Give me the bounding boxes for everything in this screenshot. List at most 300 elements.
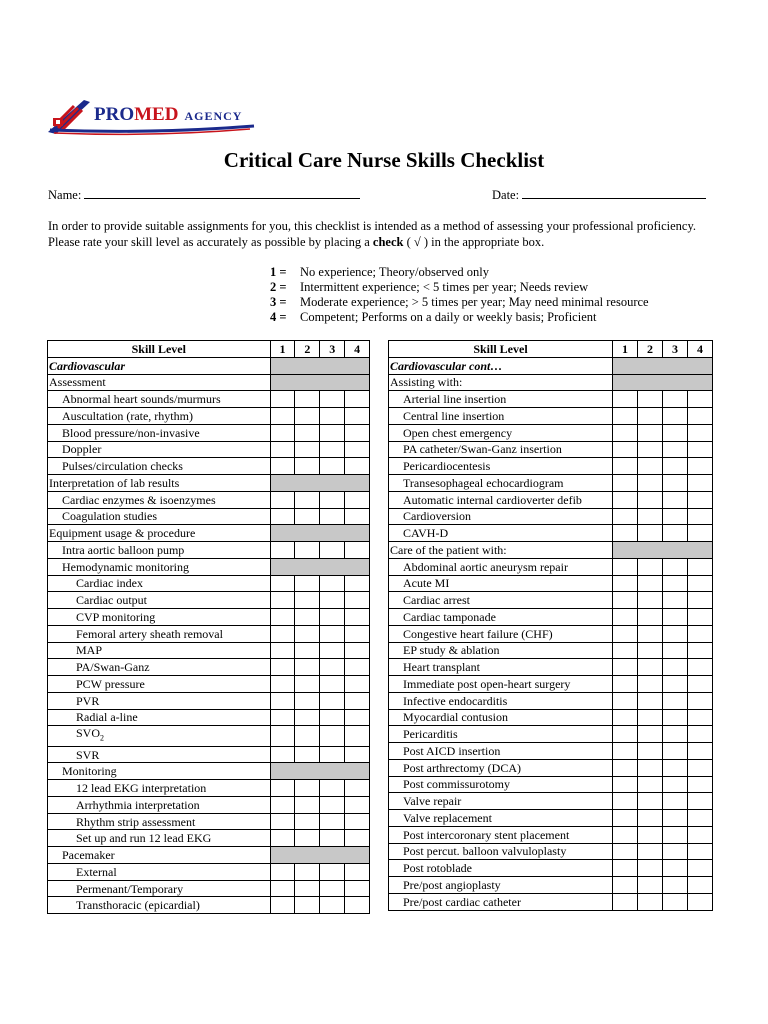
skill-row (389, 491, 713, 508)
rating-checkbox[interactable] (270, 796, 295, 813)
rating-checkbox[interactable] (688, 776, 713, 793)
shaded-cell (613, 357, 713, 374)
skill-row (48, 424, 370, 441)
rating-checkbox[interactable] (320, 609, 345, 626)
rating-checkbox[interactable] (638, 743, 663, 760)
rating-checkbox[interactable] (345, 746, 370, 763)
rating-checkbox[interactable] (688, 525, 713, 542)
section-label: Monitoring (48, 763, 271, 780)
rating-checkbox[interactable] (663, 575, 688, 592)
rating-checkbox[interactable] (270, 726, 295, 746)
rating-checkbox[interactable] (638, 793, 663, 810)
rating-checkbox[interactable] (320, 780, 345, 797)
rating-checkbox[interactable] (688, 609, 713, 626)
rating-checkbox[interactable] (613, 726, 638, 743)
skill-label: Valve replacement (389, 810, 613, 827)
rating-checkbox[interactable] (345, 391, 370, 408)
rating-checkbox[interactable] (270, 391, 295, 408)
rating-checkbox[interactable] (320, 642, 345, 659)
rating-checkbox[interactable] (638, 558, 663, 575)
rating-checkbox[interactable] (663, 826, 688, 843)
section-row (389, 542, 713, 559)
rating-checkbox[interactable] (688, 424, 713, 441)
rating-checkbox[interactable] (663, 609, 688, 626)
rating-checkbox[interactable] (345, 676, 370, 693)
shaded-cell (613, 374, 713, 391)
rating-checkbox[interactable] (638, 441, 663, 458)
rating-checkbox[interactable] (320, 458, 345, 475)
skill-label: External (48, 863, 271, 880)
rating-checkbox[interactable] (345, 880, 370, 897)
skill-row (389, 743, 713, 760)
rating-checkbox[interactable] (270, 863, 295, 880)
rating-checkbox[interactable] (320, 441, 345, 458)
rating-checkbox[interactable] (613, 826, 638, 843)
skill-label: Post arthrectomy (DCA) (389, 759, 613, 776)
rating-checkbox[interactable] (295, 575, 320, 592)
section-row (48, 558, 370, 575)
rating-checkbox[interactable] (320, 863, 345, 880)
skill-label: Congestive heart failure (CHF) (389, 625, 613, 642)
skill-row (48, 642, 370, 659)
rating-checkbox[interactable] (320, 575, 345, 592)
rating-checkbox[interactable] (688, 860, 713, 877)
rating-checkbox[interactable] (345, 796, 370, 813)
rating-checkbox[interactable] (270, 659, 295, 676)
skill-label: Cardiac arrest (389, 592, 613, 609)
rating-checkbox[interactable] (295, 692, 320, 709)
rating-checkbox[interactable] (613, 491, 638, 508)
rating-checkbox[interactable] (663, 424, 688, 441)
rating-checkbox[interactable] (688, 843, 713, 860)
rating-checkbox[interactable] (688, 592, 713, 609)
rating-checkbox[interactable] (295, 592, 320, 609)
rating-checkbox[interactable] (345, 659, 370, 676)
skill-label: Permenant/Temporary (48, 880, 271, 897)
rating-checkbox[interactable] (320, 830, 345, 847)
rating-checkbox[interactable] (295, 863, 320, 880)
skill-row (48, 726, 370, 746)
rating-checkbox[interactable] (688, 692, 713, 709)
legend-text: Intermittent experience; < 5 times per year; Needs review (300, 280, 589, 294)
rating-checkbox[interactable] (320, 391, 345, 408)
skill-label: Coagulation studies (48, 508, 271, 525)
rating-checkbox[interactable] (638, 475, 663, 492)
section-row (48, 525, 370, 542)
rating-column-header: 1 (270, 341, 295, 358)
rating-checkbox[interactable] (613, 441, 638, 458)
rating-checkbox[interactable] (688, 893, 713, 910)
rating-checkbox[interactable] (663, 877, 688, 894)
rating-checkbox[interactable] (295, 625, 320, 642)
rating-checkbox[interactable] (638, 826, 663, 843)
rating-checkbox[interactable] (320, 897, 345, 914)
rating-checkbox[interactable] (688, 491, 713, 508)
rating-checkbox[interactable] (270, 408, 295, 425)
section-row (48, 763, 370, 780)
rating-checkbox[interactable] (688, 508, 713, 525)
rating-checkbox[interactable] (638, 508, 663, 525)
rating-checkbox[interactable] (295, 424, 320, 441)
rating-checkbox[interactable] (270, 609, 295, 626)
rating-checkbox[interactable] (345, 491, 370, 508)
rating-checkbox[interactable] (270, 746, 295, 763)
rating-checkbox[interactable] (688, 558, 713, 575)
rating-checkbox[interactable] (688, 391, 713, 408)
rating-checkbox[interactable] (295, 491, 320, 508)
skill-row (48, 542, 370, 559)
rating-checkbox[interactable] (663, 475, 688, 492)
rating-checkbox[interactable] (638, 893, 663, 910)
rating-checkbox[interactable] (688, 759, 713, 776)
rating-checkbox[interactable] (663, 810, 688, 827)
rating-checkbox[interactable] (345, 542, 370, 559)
rating-checkbox[interactable] (320, 491, 345, 508)
rating-checkbox[interactable] (613, 625, 638, 642)
name-label: Name: (48, 188, 82, 202)
rating-checkbox[interactable] (320, 408, 345, 425)
date-field[interactable] (492, 188, 706, 203)
rating-checkbox[interactable] (320, 813, 345, 830)
skill-label: Pulses/circulation checks (48, 458, 271, 475)
rating-checkbox[interactable] (613, 692, 638, 709)
rating-checkbox[interactable] (295, 813, 320, 830)
skill-row (48, 391, 370, 408)
rating-checkbox[interactable] (295, 796, 320, 813)
skill-row (389, 441, 713, 458)
skill-label: Arterial line insertion (389, 391, 613, 408)
skill-row (389, 826, 713, 843)
section-label: Interpretation of lab results (48, 475, 271, 492)
rating-checkbox[interactable] (663, 625, 688, 642)
rating-checkbox[interactable] (663, 659, 688, 676)
rating-checkbox[interactable] (295, 780, 320, 797)
rating-checkbox[interactable] (270, 424, 295, 441)
rating-checkbox[interactable] (638, 575, 663, 592)
legend-item (270, 310, 649, 325)
rating-checkbox[interactable] (320, 726, 345, 746)
rating-checkbox[interactable] (638, 625, 663, 642)
rating-checkbox[interactable] (270, 592, 295, 609)
rating-checkbox[interactable] (688, 877, 713, 894)
rating-checkbox[interactable] (638, 860, 663, 877)
rating-checkbox[interactable] (688, 826, 713, 843)
skill-level-header: Skill Level (389, 341, 613, 358)
rating-checkbox[interactable] (345, 592, 370, 609)
rating-checkbox[interactable] (345, 458, 370, 475)
rating-checkbox[interactable] (663, 893, 688, 910)
rating-checkbox[interactable] (270, 458, 295, 475)
rating-checkbox[interactable] (663, 508, 688, 525)
rating-checkbox[interactable] (613, 408, 638, 425)
skill-row (389, 709, 713, 726)
skill-label: 12 lead EKG interpretation (48, 780, 271, 797)
rating-checkbox[interactable] (663, 525, 688, 542)
rating-checkbox[interactable] (345, 424, 370, 441)
skill-row (389, 877, 713, 894)
rating-checkbox[interactable] (270, 692, 295, 709)
rating-checkbox[interactable] (345, 642, 370, 659)
skill-label: Myocardial contusion (389, 709, 613, 726)
rating-checkbox[interactable] (270, 575, 295, 592)
rating-checkbox[interactable] (663, 793, 688, 810)
rating-checkbox[interactable] (663, 592, 688, 609)
rating-checkbox[interactable] (613, 575, 638, 592)
rating-checkbox[interactable] (638, 609, 663, 626)
rating-checkbox[interactable] (663, 558, 688, 575)
rating-checkbox[interactable] (688, 642, 713, 659)
rating-checkbox[interactable] (270, 676, 295, 693)
rating-checkbox[interactable] (638, 759, 663, 776)
rating-checkbox[interactable] (270, 441, 295, 458)
rating-checkbox[interactable] (345, 408, 370, 425)
category-row (389, 357, 713, 374)
rating-checkbox[interactable] (663, 759, 688, 776)
rating-checkbox[interactable] (663, 408, 688, 425)
rating-checkbox[interactable] (688, 575, 713, 592)
section-label: Equipment usage & procedure (48, 525, 271, 542)
rating-checkbox[interactable] (345, 441, 370, 458)
rating-checkbox[interactable] (270, 508, 295, 525)
skill-row (48, 863, 370, 880)
rating-checkbox[interactable] (613, 558, 638, 575)
rating-checkbox[interactable] (345, 709, 370, 726)
rating-checkbox[interactable] (270, 625, 295, 642)
rating-checkbox[interactable] (613, 458, 638, 475)
skill-row (48, 780, 370, 797)
rating-checkbox[interactable] (663, 441, 688, 458)
section-row (48, 374, 370, 391)
rating-checkbox[interactable] (613, 659, 638, 676)
rating-checkbox[interactable] (613, 793, 638, 810)
skill-label: CVP monitoring (48, 609, 271, 626)
rating-checkbox[interactable] (638, 692, 663, 709)
rating-checkbox[interactable] (613, 860, 638, 877)
section-label: Cardiovascular (48, 357, 271, 374)
skill-label: Pericardiocentesis (389, 458, 613, 475)
rating-checkbox[interactable] (270, 880, 295, 897)
rating-checkbox[interactable] (295, 609, 320, 626)
rating-checkbox[interactable] (663, 676, 688, 693)
rating-checkbox[interactable] (295, 830, 320, 847)
rating-checkbox[interactable] (638, 458, 663, 475)
rating-checkbox[interactable] (638, 525, 663, 542)
rating-checkbox[interactable] (295, 897, 320, 914)
rating-checkbox[interactable] (270, 830, 295, 847)
rating-checkbox[interactable] (345, 609, 370, 626)
rating-checkbox[interactable] (613, 743, 638, 760)
skill-row (389, 793, 713, 810)
rating-checkbox[interactable] (688, 659, 713, 676)
rating-checkbox[interactable] (613, 642, 638, 659)
rating-legend (270, 265, 649, 325)
rating-checkbox[interactable] (638, 676, 663, 693)
rating-checkbox[interactable] (663, 776, 688, 793)
skill-label: Femoral artery sheath removal (48, 625, 271, 642)
rating-checkbox[interactable] (345, 726, 370, 746)
skill-label: Cardiac index (48, 575, 271, 592)
rating-checkbox[interactable] (320, 880, 345, 897)
rating-checkbox[interactable] (638, 810, 663, 827)
skill-label: Automatic internal cardioverter defib (389, 491, 613, 508)
rating-checkbox[interactable] (638, 776, 663, 793)
rating-checkbox[interactable] (638, 408, 663, 425)
skill-row (48, 458, 370, 475)
rating-checkbox[interactable] (613, 709, 638, 726)
name-field[interactable] (48, 188, 360, 203)
rating-checkbox[interactable] (613, 508, 638, 525)
skill-label: Arrhythmia interpretation (48, 796, 271, 813)
rating-checkbox[interactable] (663, 743, 688, 760)
skill-row (389, 692, 713, 709)
rating-checkbox[interactable] (613, 676, 638, 693)
rating-checkbox[interactable] (638, 709, 663, 726)
rating-checkbox[interactable] (688, 810, 713, 827)
rating-checkbox[interactable] (320, 692, 345, 709)
table-header-row (389, 341, 713, 358)
skill-label: EP study & ablation (389, 642, 613, 659)
rating-checkbox[interactable] (638, 843, 663, 860)
rating-checkbox[interactable] (663, 726, 688, 743)
skill-row (48, 575, 370, 592)
rating-checkbox[interactable] (688, 709, 713, 726)
rating-checkbox[interactable] (613, 391, 638, 408)
rating-checkbox[interactable] (613, 759, 638, 776)
skill-row (48, 508, 370, 525)
rating-checkbox[interactable] (270, 542, 295, 559)
rating-checkbox[interactable] (345, 863, 370, 880)
rating-checkbox[interactable] (345, 780, 370, 797)
rating-checkbox[interactable] (688, 475, 713, 492)
rating-checkbox[interactable] (320, 625, 345, 642)
rating-checkbox[interactable] (295, 726, 320, 746)
rating-checkbox[interactable] (270, 709, 295, 726)
rating-checkbox[interactable] (663, 491, 688, 508)
rating-checkbox[interactable] (613, 424, 638, 441)
skill-label: CAVH-D (389, 525, 613, 542)
skill-label: Open chest emergency (389, 424, 613, 441)
rating-checkbox[interactable] (320, 424, 345, 441)
rating-checkbox[interactable] (295, 676, 320, 693)
rating-checkbox[interactable] (295, 746, 320, 763)
rating-checkbox[interactable] (295, 709, 320, 726)
legend-item (270, 280, 649, 295)
skill-row (389, 759, 713, 776)
skill-row (389, 408, 713, 425)
rating-checkbox[interactable] (345, 625, 370, 642)
rating-checkbox[interactable] (638, 424, 663, 441)
rating-checkbox[interactable] (663, 843, 688, 860)
rating-checkbox[interactable] (320, 659, 345, 676)
rating-checkbox[interactable] (688, 793, 713, 810)
rating-checkbox[interactable] (295, 408, 320, 425)
rating-checkbox[interactable] (295, 642, 320, 659)
rating-checkbox[interactable] (295, 659, 320, 676)
rating-checkbox[interactable] (295, 441, 320, 458)
rating-checkbox[interactable] (345, 692, 370, 709)
rating-checkbox[interactable] (320, 676, 345, 693)
rating-checkbox[interactable] (295, 880, 320, 897)
rating-checkbox[interactable] (345, 575, 370, 592)
rating-checkbox[interactable] (613, 776, 638, 793)
rating-checkbox[interactable] (613, 592, 638, 609)
skill-row (389, 525, 713, 542)
skill-label: SVR (48, 746, 271, 763)
rating-checkbox[interactable] (688, 726, 713, 743)
rating-checkbox[interactable] (638, 592, 663, 609)
rating-checkbox[interactable] (345, 813, 370, 830)
rating-checkbox[interactable] (613, 810, 638, 827)
date-blank-line[interactable] (522, 188, 706, 199)
skill-row (48, 625, 370, 642)
skill-row (389, 893, 713, 910)
rating-checkbox[interactable] (345, 508, 370, 525)
rating-checkbox[interactable] (613, 609, 638, 626)
rating-checkbox[interactable] (688, 676, 713, 693)
rating-checkbox[interactable] (613, 843, 638, 860)
skill-row (48, 796, 370, 813)
rating-checkbox[interactable] (688, 743, 713, 760)
rating-checkbox[interactable] (320, 542, 345, 559)
skill-label: Transesophageal echocardiogram (389, 475, 613, 492)
rating-checkbox[interactable] (663, 391, 688, 408)
rating-checkbox[interactable] (638, 491, 663, 508)
section-label: Assessment (48, 374, 271, 391)
rating-checkbox[interactable] (613, 877, 638, 894)
rating-checkbox[interactable] (663, 860, 688, 877)
rating-checkbox[interactable] (270, 897, 295, 914)
skill-label: Acute MI (389, 575, 613, 592)
rating-checkbox[interactable] (613, 525, 638, 542)
rating-checkbox[interactable] (688, 441, 713, 458)
skill-label: MAP (48, 642, 271, 659)
rating-checkbox[interactable] (270, 491, 295, 508)
skill-row (48, 408, 370, 425)
rating-checkbox[interactable] (295, 542, 320, 559)
rating-checkbox[interactable] (320, 796, 345, 813)
rating-checkbox[interactable] (295, 508, 320, 525)
rating-checkbox[interactable] (345, 897, 370, 914)
rating-checkbox[interactable] (320, 508, 345, 525)
rating-checkbox[interactable] (295, 458, 320, 475)
rating-checkbox[interactable] (688, 625, 713, 642)
rating-checkbox[interactable] (663, 458, 688, 475)
rating-checkbox[interactable] (688, 458, 713, 475)
rating-checkbox[interactable] (663, 709, 688, 726)
name-blank-line[interactable] (84, 188, 360, 199)
rating-checkbox[interactable] (663, 692, 688, 709)
rating-checkbox[interactable] (613, 475, 638, 492)
rating-checkbox[interactable] (663, 642, 688, 659)
rating-checkbox[interactable] (295, 391, 320, 408)
rating-checkbox[interactable] (638, 659, 663, 676)
rating-checkbox[interactable] (688, 408, 713, 425)
rating-checkbox[interactable] (320, 592, 345, 609)
rating-checkbox[interactable] (638, 877, 663, 894)
rating-column-header: 1 (613, 341, 638, 358)
rating-checkbox[interactable] (638, 391, 663, 408)
rating-checkbox[interactable] (270, 813, 295, 830)
rating-checkbox[interactable] (270, 642, 295, 659)
rating-checkbox[interactable] (613, 893, 638, 910)
skill-label: Radial a-line (48, 709, 271, 726)
rating-checkbox[interactable] (320, 746, 345, 763)
rating-checkbox[interactable] (345, 830, 370, 847)
rating-checkbox[interactable] (270, 780, 295, 797)
rating-checkbox[interactable] (320, 709, 345, 726)
rating-checkbox[interactable] (638, 642, 663, 659)
rating-checkbox[interactable] (638, 726, 663, 743)
